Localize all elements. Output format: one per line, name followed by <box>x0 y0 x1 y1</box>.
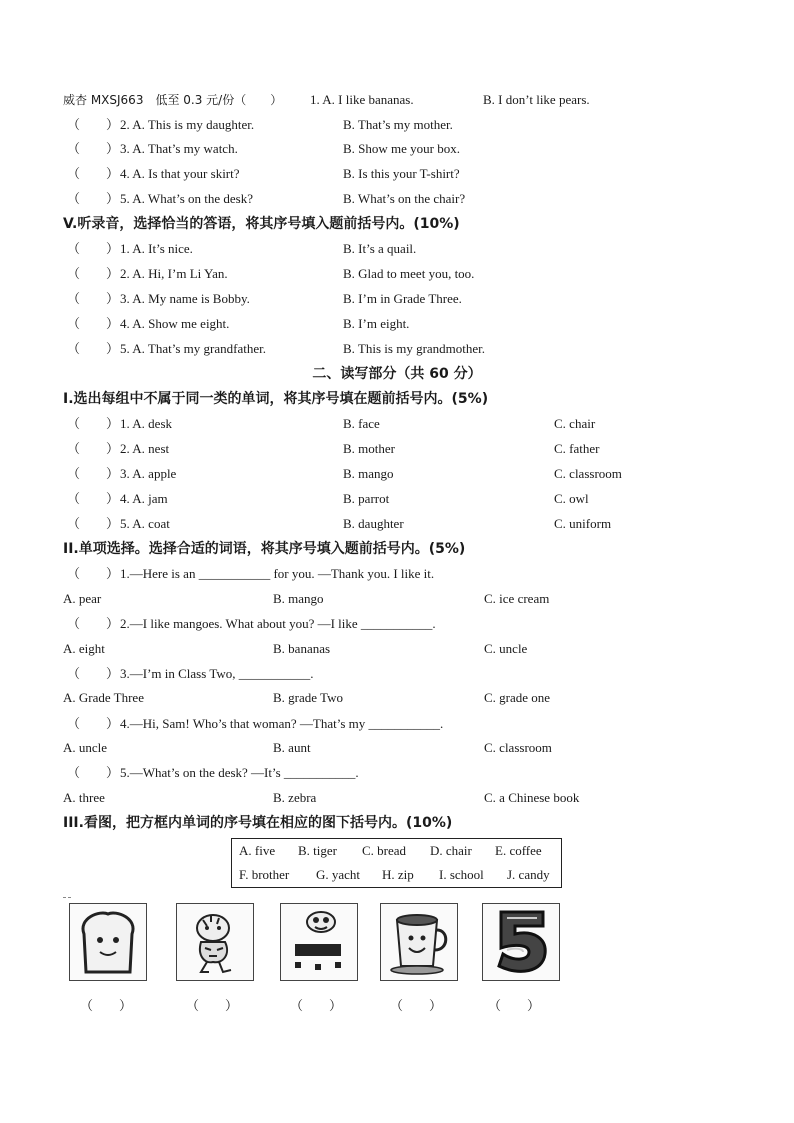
question-text: 5.—What’s on the desk? —It’s ___________. <box>120 765 359 780</box>
answer-paren: （ ） <box>67 166 120 181</box>
coffee-icon <box>381 904 457 980</box>
sec2-options-2 <box>63 639 753 659</box>
option-a: 5. A. What’s on the desk? <box>120 191 253 206</box>
sec2-question-1 <box>63 564 753 584</box>
sec2-question-2 <box>63 614 753 634</box>
option-c: C. uniform <box>554 516 612 531</box>
option-a: A. Grade Three <box>63 690 144 705</box>
divider <box>63 897 71 898</box>
sec1-heading: I.选出每组中不属于同一类的单词，将其序号填在题前括号内。(5%) <box>63 391 489 407</box>
picture-answer-paren: （ ） <box>290 998 343 1013</box>
five-picture <box>482 903 560 981</box>
sec2-options-3 <box>63 688 753 708</box>
bread-icon <box>70 904 146 980</box>
sec2-question-3 <box>63 664 753 684</box>
option-c: C. classroom <box>554 466 622 481</box>
option-c: C. father <box>554 441 600 456</box>
picture-answer-paren: （ ） <box>186 998 239 1013</box>
answer-paren: （ ） <box>67 616 120 631</box>
answer-paren: （ ） <box>67 716 120 731</box>
question-text: 1.—Here is an ___________ for you. —Thank you. I like it. <box>120 566 435 581</box>
option-b: B. I don’t like pears. <box>483 92 590 107</box>
sec1-row-2 <box>63 439 753 459</box>
option-b: B. mother <box>343 441 395 456</box>
option-a: 4. A. Is that your skirt? <box>120 166 240 181</box>
sec1-row-1 <box>63 414 753 434</box>
tiger-icon <box>177 904 253 980</box>
option-b: B. mango <box>273 591 324 606</box>
word-item: I. school <box>439 867 484 882</box>
part4-row-5 <box>63 189 753 209</box>
answer-paren: （ ） <box>67 117 120 132</box>
option-b: B. That’s my mother. <box>343 117 453 132</box>
word-item: E. coffee <box>495 843 542 858</box>
option-a: A. pear <box>63 591 102 606</box>
answer-paren: （ ） <box>67 241 120 256</box>
question-text: 3.—I’m in Class Two, ___________. <box>120 666 314 681</box>
part4-row-3 <box>63 139 753 159</box>
question-text: 4.—Hi, Sam! Who’s that woman? —That’s my ___________. <box>120 716 444 731</box>
part5-row-1 <box>63 239 753 259</box>
option-a: 1. A. desk <box>120 416 172 431</box>
option-b: B. I’m eight. <box>343 316 410 331</box>
chair-icon <box>281 904 357 980</box>
option-b: B. daughter <box>343 516 404 531</box>
word-item: G. yacht <box>316 867 361 882</box>
option-a: 4. A. Show me eight. <box>120 316 230 331</box>
option-b: B. This is my grandmother. <box>343 341 486 356</box>
answer-paren: （ ） <box>67 666 120 681</box>
sec2-heading: II.单项选择。选择合适的词语，将其序号填入题前括号内。(5%) <box>63 541 466 557</box>
answer-paren: （ ） <box>67 416 120 431</box>
sec3-heading: III.看图，把方框内单词的序号填在相应的图下括号内。(10%) <box>63 815 453 831</box>
option-c: C. owl <box>554 491 589 506</box>
option-a: A. eight <box>63 641 105 656</box>
part5-row-5 <box>63 339 753 359</box>
picture-answer-paren: （ ） <box>488 998 541 1013</box>
option-b: B. Glad to meet you, too. <box>343 266 475 281</box>
part4-row-2 <box>63 115 753 135</box>
option-a: 2. A. Hi, I’m Li Yan. <box>120 266 228 281</box>
option-c: C. chair <box>554 416 596 431</box>
word-item: J. candy <box>507 867 550 882</box>
answer-paren: （ ） <box>67 341 120 356</box>
option-a: 4. A. jam <box>120 491 168 506</box>
answer-paren: （ ） <box>67 765 120 780</box>
answer-paren: （ ） <box>67 516 120 531</box>
option-b: B. zebra <box>273 790 317 805</box>
part5-row-3 <box>63 289 753 309</box>
sec1-row-4 <box>63 489 753 509</box>
part4-row-1 <box>63 90 753 110</box>
option-a: 3. A. apple <box>120 466 177 481</box>
part5-row-2 <box>63 264 753 284</box>
sec2-question-4 <box>63 714 753 734</box>
sec2-options-5 <box>63 788 753 808</box>
part4-row-4 <box>63 164 753 184</box>
word-item: C. bread <box>362 843 407 858</box>
picture-answer-paren: （ ） <box>390 998 443 1013</box>
answer-paren: （ ） <box>67 466 120 481</box>
option-b: B. I’m in Grade Three. <box>343 291 462 306</box>
option-a: 5. A. That’s my grandfather. <box>120 341 266 356</box>
option-c: C. grade one <box>484 690 551 705</box>
word-box <box>231 838 562 888</box>
option-a: 2. A. nest <box>120 441 170 456</box>
question-text: 2.—I like mangoes. What about you? —I like ___________. <box>120 616 436 631</box>
sec2-options-4 <box>63 738 753 758</box>
answer-paren: （ ） <box>67 291 120 306</box>
answer-paren: （ ） <box>67 141 120 156</box>
option-b: B. grade Two <box>273 690 343 705</box>
bread-picture <box>69 903 147 981</box>
part5-heading: V.听录音，选择恰当的答语，将其序号填入题前括号内。(10%) <box>63 216 460 232</box>
picture-answer-paren: （ ） <box>80 998 133 1013</box>
option-c: C. a Chinese book <box>484 790 580 805</box>
answer-paren: （ ） <box>67 191 120 206</box>
sec2-question-5 <box>63 763 753 783</box>
sec2-options-1 <box>63 589 753 609</box>
part5-row-4 <box>63 314 753 334</box>
option-b: B. What’s on the chair? <box>343 191 466 206</box>
option-c: C. ice cream <box>484 591 550 606</box>
number-five-icon <box>483 904 559 980</box>
option-a: A. uncle <box>63 740 108 755</box>
answer-paren: （ ） <box>67 316 120 331</box>
coffee-picture <box>380 903 458 981</box>
option-a: A. three <box>63 790 105 805</box>
option-b: B. Is this your T-shirt? <box>343 166 460 181</box>
option-a: 5. A. coat <box>120 516 170 531</box>
option-a: 2. A. This is my daughter. <box>120 117 255 132</box>
answer-paren: （ ） <box>67 491 120 506</box>
option-b: B. Show me your box. <box>343 141 460 156</box>
option-a: 1. A. I like bananas. <box>310 92 414 107</box>
option-b: B. mango <box>343 466 394 481</box>
word-item: H. zip <box>382 867 414 882</box>
section2-heading: 二、读写部分（共 60 分） <box>312 366 482 382</box>
answer-paren: （ ） <box>67 566 120 581</box>
top-prefix-text: 威杏 MXSJ663 低至 0.3 元/份（ ） <box>63 93 283 107</box>
sec1-row-3 <box>63 464 753 484</box>
tiger-picture <box>176 903 254 981</box>
option-a: 3. A. My name is Bobby. <box>120 291 250 306</box>
option-b: B. It’s a quail. <box>343 241 417 256</box>
sec1-row-5 <box>63 514 753 534</box>
option-c: C. uncle <box>484 641 528 656</box>
option-b: B. parrot <box>343 491 390 506</box>
answer-paren: （ ） <box>67 441 120 456</box>
word-item: B. tiger <box>298 843 337 858</box>
option-a: 3. A. That’s my watch. <box>120 141 238 156</box>
word-item: F. brother <box>239 867 290 882</box>
option-b: B. aunt <box>273 740 311 755</box>
word-item: A. five <box>239 843 276 858</box>
option-a: 1. A. It’s nice. <box>120 241 193 256</box>
word-item: D. chair <box>430 843 472 858</box>
option-c: C. classroom <box>484 740 552 755</box>
option-b: B. bananas <box>273 641 331 656</box>
option-b: B. face <box>343 416 380 431</box>
chair-picture <box>280 903 358 981</box>
answer-paren: （ ） <box>67 266 120 281</box>
